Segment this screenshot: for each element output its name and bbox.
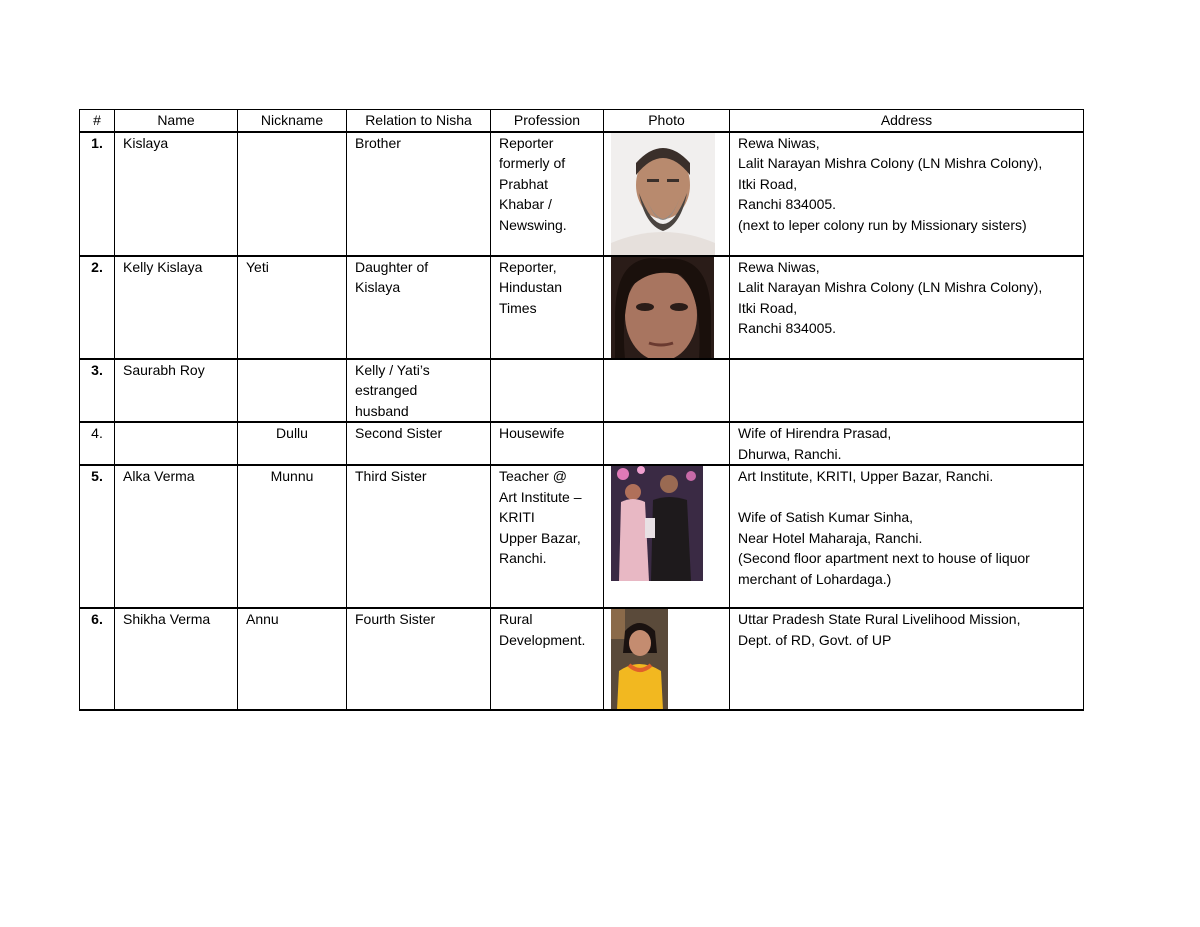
row-number: 6. xyxy=(80,608,115,710)
name-cell: Alka Verma xyxy=(115,465,238,608)
profession-cell: Reporter formerly of Prabhat Khabar / Newswing. xyxy=(491,132,604,256)
relation-cell: Third Sister xyxy=(347,465,491,608)
relation-cell: Fourth Sister xyxy=(347,608,491,710)
portrait-bearded-man-photo xyxy=(611,133,715,255)
name-cell xyxy=(115,422,238,465)
photo-cell xyxy=(604,422,730,465)
portrait-woman-yellow-photo xyxy=(611,609,668,710)
nickname-cell: Annu xyxy=(238,608,347,710)
profession-cell xyxy=(491,359,604,423)
table-row xyxy=(80,359,1084,423)
relation-cell: Brother xyxy=(347,132,491,256)
header-relation: Relation to Nisha xyxy=(347,110,491,132)
profession-cell: Reporter, Hindustan Times xyxy=(491,256,604,359)
photo-cell xyxy=(604,359,730,423)
table-row xyxy=(80,256,1084,359)
profession-cell: Teacher @ Art Institute – KRITI Upper Bazar, Ranchi. xyxy=(491,465,604,608)
name-cell: Kelly Kislaya xyxy=(115,256,238,359)
table-row xyxy=(80,422,1084,465)
photo-cell xyxy=(604,256,730,359)
address-cell: Uttar Pradesh State Rural Livelihood Mission, Dept. of RD, Govt. of UP xyxy=(730,608,1084,710)
relation-cell: Kelly / Yati’s estranged husband xyxy=(347,359,491,423)
portrait-woman-closeup-photo xyxy=(611,257,714,359)
photo-cell xyxy=(604,132,730,256)
relation-cell: Second Sister xyxy=(347,422,491,465)
name-cell: Kislaya xyxy=(115,132,238,256)
table-row xyxy=(80,132,1084,256)
profession-cell: Rural Development. xyxy=(491,608,604,710)
header-row xyxy=(80,110,1084,132)
nickname-cell xyxy=(238,359,347,423)
name-cell: Shikha Verma xyxy=(115,608,238,710)
photo-cell xyxy=(604,608,730,710)
row-number: 3. xyxy=(80,359,115,423)
header-photo: Photo xyxy=(604,110,730,132)
address-cell xyxy=(730,359,1084,423)
couple-photo xyxy=(611,466,703,581)
header-nickname: Nickname xyxy=(238,110,347,132)
persons-table xyxy=(79,109,1084,711)
row-number: 2. xyxy=(80,256,115,359)
name-cell: Saurabh Roy xyxy=(115,359,238,423)
nickname-cell: Dullu xyxy=(238,422,347,465)
photo-cell xyxy=(604,465,730,608)
header-address: Address xyxy=(730,110,1084,132)
address-cell: Art Institute, KRITI, Upper Bazar, Ranchi. Wife of Satish Kumar Sinha, Near Hotel Maharaja, Ranchi. (Second floor apartment next to house of liquor merchant of Lohardaga.) xyxy=(730,465,1084,608)
row-number: 1. xyxy=(80,132,115,256)
header-profession: Profession xyxy=(491,110,604,132)
address-cell: Rewa Niwas, Lalit Narayan Mishra Colony (LN Mishra Colony), Itki Road, Ranchi 834005. (next to leper colony run by Missionary sisters) xyxy=(730,132,1084,256)
address-cell: Wife of Hirendra Prasad, Dhurwa, Ranchi. xyxy=(730,422,1084,465)
row-number: 4. xyxy=(80,422,115,465)
table-row xyxy=(80,608,1084,710)
profession-cell: Housewife xyxy=(491,422,604,465)
nickname-cell: Munnu xyxy=(238,465,347,608)
relation-cell: Daughter of Kislaya xyxy=(347,256,491,359)
table-row xyxy=(80,465,1084,608)
header-name: Name xyxy=(115,110,238,132)
row-number: 5. xyxy=(80,465,115,608)
nickname-cell xyxy=(238,132,347,256)
nickname-cell: Yeti xyxy=(238,256,347,359)
header-number: # xyxy=(80,110,115,132)
address-cell: Rewa Niwas, Lalit Narayan Mishra Colony (LN Mishra Colony), Itki Road, Ranchi 834005. xyxy=(730,256,1084,359)
